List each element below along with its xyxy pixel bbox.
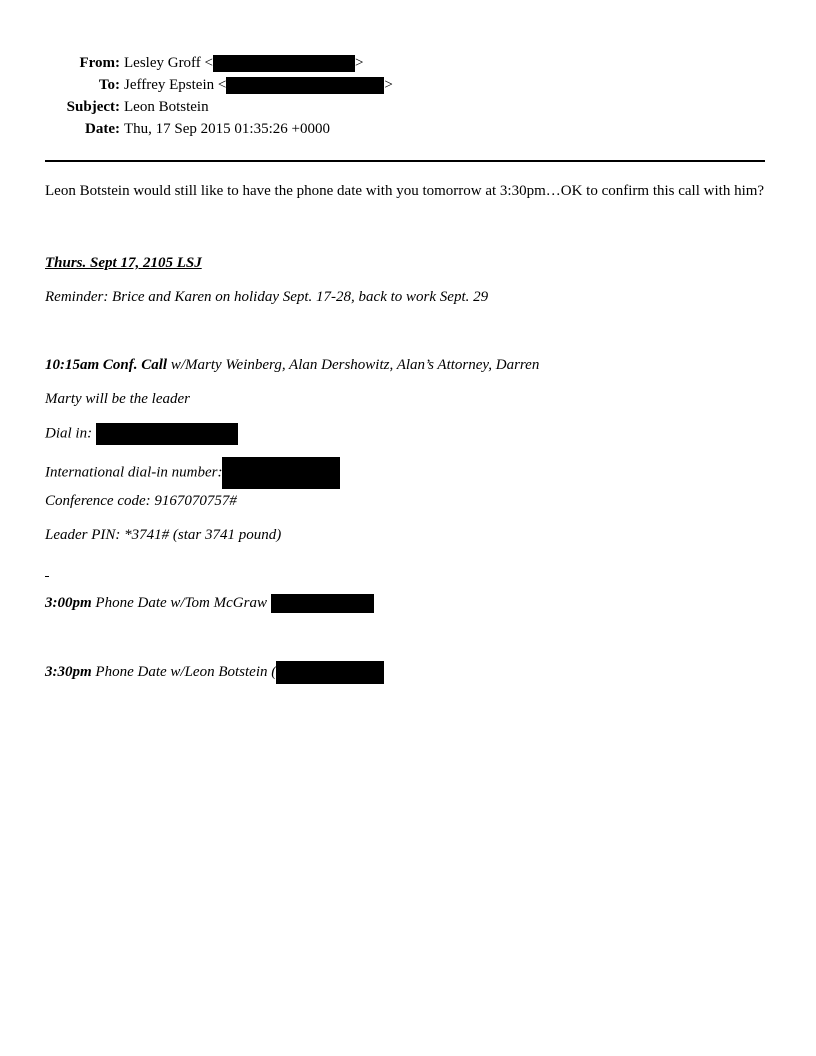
from-value — [124, 52, 363, 74]
redaction-box — [96, 423, 238, 445]
subject-label: Subject: — [66, 99, 120, 115]
to-name: Jeffrey Epstein < — [124, 77, 227, 93]
message-text: Leon Botstein would still like to have the phone date with you tomorrow at 3:30pm…OK to confirm this call with him? — [45, 183, 765, 199]
subject-row — [0, 96, 816, 118]
blank-line-mark — [45, 576, 49, 577]
call-leon-botstein-line — [45, 661, 384, 684]
conf-call-time: 10:15am Conf. Call — [45, 357, 168, 373]
intl-dial-line — [45, 457, 340, 489]
conference-code-line: Conference code: 9167070757# — [45, 493, 237, 509]
date-value: Thu, 17 Sep 2015 01:35:26 +0000 — [124, 121, 330, 137]
redaction-box — [226, 77, 384, 94]
schedule-heading: Thurs. Sept 17, 2105 LSJ — [45, 255, 202, 271]
call2-detail: Phone Date w/Leon Botstein ( — [91, 663, 277, 680]
from-label: From: — [79, 55, 120, 71]
date-row — [0, 118, 816, 140]
header-divider — [45, 160, 765, 162]
redaction-box — [213, 55, 355, 72]
email-header — [0, 52, 816, 140]
dial-in-label: Dial in: — [45, 425, 96, 442]
to-close: > — [384, 77, 393, 93]
to-label: To: — [98, 77, 120, 93]
reminder-line: Reminder: Brice and Karen on holiday Sept. 17-28, back to work Sept. 29 — [45, 289, 489, 305]
call1-detail: Phone Date w/Tom McGraw — [91, 595, 271, 611]
conf-call-detail: w/Marty Weinberg, Alan Dershowitz, Alan’s Attorney, Darren — [167, 357, 540, 373]
to-value — [124, 74, 393, 96]
from-name: Lesley Groff < — [124, 55, 213, 71]
redaction-box — [222, 457, 340, 489]
call-tom-mcgraw-line — [45, 593, 374, 613]
leader-pin-line: Leader PIN: *3741# (star 3741 pound) — [45, 527, 282, 543]
redaction-box — [276, 661, 384, 684]
from-row — [0, 52, 816, 74]
from-close: > — [355, 55, 364, 71]
date-label: Date: — [85, 121, 120, 137]
redaction-box — [271, 594, 374, 613]
to-row — [0, 74, 816, 96]
leader-note: Marty will be the leader — [45, 391, 190, 407]
call1-time: 3:00pm — [45, 595, 92, 611]
dial-in-line — [45, 423, 238, 445]
conf-call-line — [45, 355, 539, 375]
intl-dial-label: International dial-in number: — [45, 464, 223, 481]
subject-value: Leon Botstein — [124, 99, 209, 115]
call2-time: 3:30pm — [45, 663, 92, 680]
